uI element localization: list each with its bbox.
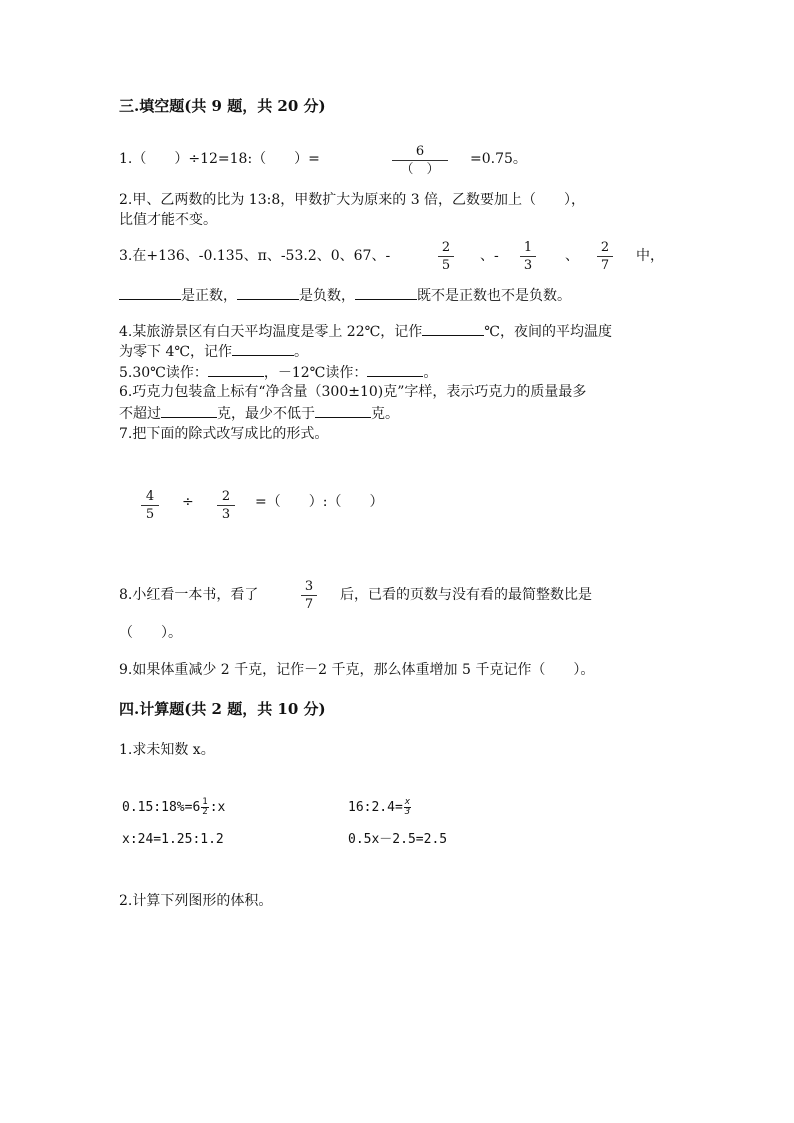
answer-blank[interactable] (232, 341, 294, 356)
q3-f2-num: 1 (523, 240, 533, 255)
answer-blank[interactable] (355, 285, 417, 300)
q4-line1 (119, 321, 612, 341)
q7-f1-den: 5 (145, 507, 155, 522)
q1-left-text: 1.（ ）÷12=18:（ ）= (119, 151, 320, 167)
answer-blank[interactable] (315, 403, 371, 418)
answer-blank[interactable] (208, 362, 264, 377)
answer-blank[interactable] (367, 362, 423, 377)
q1-right-text: =0.75。 (470, 151, 527, 167)
q1-frac-num: 6 (415, 144, 425, 159)
q4-line2-a: 为零下 4℃，记作 (119, 344, 233, 360)
q7-divide-sign: ÷ (182, 494, 194, 510)
q3-prefix: 3.在+136、-0.135、π、-53.2、0、67、- (119, 248, 391, 264)
q7-f2-den: 3 (221, 507, 231, 522)
answer-blank[interactable] (422, 321, 484, 336)
q4-line1-a: 4.某旅游景区有白天平均温度是零上 22℃，记作 (119, 324, 423, 340)
q8-suffix: 后，已看的页数与没有看的最简整数比是 (340, 587, 592, 603)
fraction-bar (597, 256, 613, 257)
q8-fraction (301, 579, 317, 612)
q5-a: 5.30℃读作： (119, 365, 208, 381)
q2-line2: 比值才能不变。 (119, 212, 217, 228)
q4-line1-b: ℃，夜间的平均温度 (484, 324, 612, 340)
q4-line2-b: 。 (294, 344, 309, 360)
q3-fraction-1 (438, 240, 454, 273)
q2-line1: 2.甲、乙两数的比为 13:8，甲数扩大为原来的 3 倍，乙数要加上（ ）， (119, 192, 586, 208)
q6-line2-c: 克。 (371, 406, 399, 422)
eq2-frac-den: 3 (404, 807, 411, 817)
q7-ratio: =（ ）:（ ） (255, 494, 384, 510)
fraction-bar (217, 505, 235, 506)
q3-line2-b: 是负数， (299, 288, 355, 304)
q3-f3-den: 7 (600, 258, 610, 273)
q3-fraction-3 (597, 240, 613, 273)
q5-c: 。 (423, 365, 438, 381)
q3-sep2: 、 (565, 248, 579, 264)
q6-line2-b: 克，最少不低于 (217, 406, 315, 422)
q3-line2-c: 既不是正数也不是负数。 (417, 288, 571, 304)
eq2-frac-num: x (404, 797, 411, 807)
section3-heading: 三.填空题(共 9 题，共 20 分) (119, 97, 326, 115)
q3-line2-a: 是正数， (181, 288, 237, 304)
q6-line1: 6.巧克力包装盒上标有“净含量（300±10)克”字样，表示巧克力的质量最多 (119, 384, 587, 400)
q7-fraction-2 (217, 489, 235, 522)
q1-fraction (392, 144, 448, 177)
q8-prefix: 8.小红看一本书，看了 (119, 587, 259, 603)
q3-f1-den: 5 (441, 258, 451, 273)
answer-blank[interactable] (161, 403, 217, 418)
q8-f-num: 3 (304, 579, 314, 594)
eq1-a: 0.15:18%=6 (122, 800, 201, 815)
q5-b: ，－12℃读作： (263, 365, 368, 381)
q1-frac-den: （ ） (400, 162, 440, 177)
fraction-bar (141, 505, 159, 506)
equation-4: 0.5x－2.5=2.5 (348, 832, 448, 847)
s4-q2-text: 2.计算下列图形的体积。 (119, 893, 273, 909)
q5-line (119, 362, 437, 382)
equation-1 (122, 798, 225, 817)
eq2-a: 16:2.4= (348, 800, 403, 815)
fraction-bar (301, 595, 317, 596)
q7-fraction-1 (141, 489, 159, 522)
q3-f3-num: 2 (600, 240, 610, 255)
q4-line2 (119, 341, 308, 361)
q9-text: 9.如果体重减少 2 千克，记作－2 千克，那么体重增加 5 千克记作（ ）。 (119, 662, 595, 678)
eq1-b: :x (209, 800, 226, 815)
eq1-frac-den: 2 (202, 807, 208, 817)
answer-blank[interactable] (237, 285, 299, 300)
q7-f2-num: 2 (221, 489, 231, 504)
q6-line2 (119, 403, 399, 423)
equation-3: x:24=1.25:1.2 (122, 832, 224, 847)
q8-f-den: 7 (304, 597, 314, 612)
q3-suffix: 中， (636, 248, 664, 264)
s4-q1-text: 1.求未知数 x。 (119, 742, 215, 758)
eq1-fraction (201, 798, 208, 817)
q8-line2: （ ）。 (119, 625, 182, 641)
q7-f1-num: 4 (145, 489, 155, 504)
q6-line2-a: 不超过 (119, 406, 161, 422)
q3-f2-den: 3 (523, 258, 533, 273)
q3-sep1: 、- (480, 248, 499, 264)
eq2-fraction (404, 798, 411, 817)
q7-text: 7.把下面的除式改写成比的形式。 (119, 426, 329, 442)
fraction-bar (438, 256, 454, 257)
fraction-bar (392, 160, 448, 161)
q3-fraction-2 (520, 240, 536, 273)
eq1-frac-num: 1 (202, 797, 208, 807)
section4-heading: 四.计算题(共 2 题，共 10 分) (119, 700, 326, 718)
equation-2 (348, 798, 412, 817)
q3-line2 (119, 285, 571, 305)
q3-f1-num: 2 (441, 240, 451, 255)
fraction-bar (520, 256, 536, 257)
answer-blank[interactable] (119, 285, 181, 300)
